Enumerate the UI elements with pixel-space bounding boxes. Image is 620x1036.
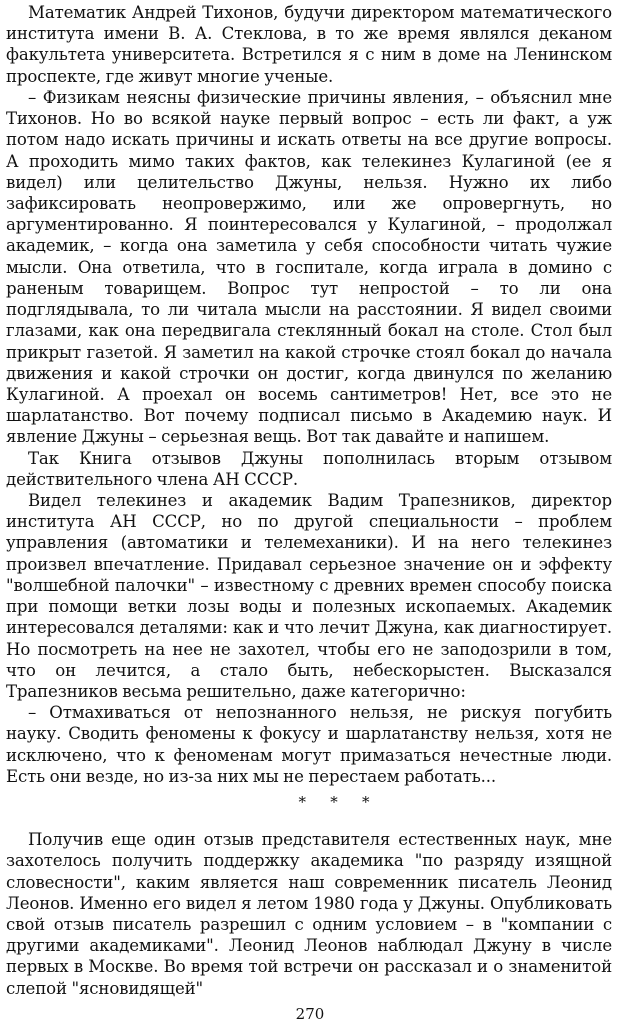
page-number: 270 [295, 1005, 325, 1023]
paragraph-trapeznikov-quote: – Отмахиваться от непознанного нельзя, не рискуя погубить науку. Сводить феномены к фокусу и шарлатанству нельзя, хотя не исключено, что к феноменам могут примазаться нечестные люди. Есть они везде, но из-за них мы не перестаем работать... [6, 703, 612, 786]
paragraph-review-book: Так Книга отзывов Джуны пополнилась вторым отзывом действительного члена АН СССР. [6, 448, 612, 489]
paragraph-trapeznikov: Видел телекинез и академик Вадим Трапезников, директор института АН СССР, но по другой специальности – проблем управления (автоматики и телемеханики). И на него телекинез произвел впечатление. Придавал серьезное значение он и эффекту "волшебной палочки" – известному с древних времен способу поиска при помощи ветки лозы воды и полезных ископаемых. Академик интересовался деталями: как и что лечит Джуна, как диагностирует. Но посмотреть на нее не захотел, чтобы его не заподозрили в том, что он лечится, а стало быть, небескорыстен. Высказался Трапезников весьма решительно, даже категорично: [6, 491, 612, 701]
section-break: * * * [298, 793, 380, 812]
paragraph-tikhonov-intro: Математик Андрей Тихонов, будучи директором математического института имени В. А. Стеклова, в то же время являлся деканом факультета университета. Встретился я с ним в доме на Ленинском проспекте, где живут многие ученые. [6, 3, 612, 86]
page-body [6, 2, 612, 999]
paragraph-leonov: Получив еще один отзыв представителя естественных наук, мне захотелось получить поддержку академика "по разряду изящной словесности", каким является наш современник писатель Леонид Леонов. Именно его видел я летом 1980 года у Джуны. Опубликовать свой отзыв писатель разрешил с одним условием – в "компании с другими академиками". Леонид Леонов наблюдал Джуну в числе первых в Москве. Во время той встречи он рассказал и о знаменитой слепой "ясновидящей" [6, 830, 612, 998]
paragraph-tikhonov-quote: – Физикам неясны физические причины явления, – объяснил мне Тихонов. Но во всякой науке первый вопрос – есть ли факт, а уж потом надо искать причины и искать ответы на все другие вопросы. А проходить мимо таких фактов, как телекинез Кулагиной (ее я видел) или целительство Джуны, нельзя. Нужно их либо зафиксировать неопровержимо, или же опровергнуть, но аргументированно. Я поинтересовался у Кулагиной, – продолжал академик, – когда она заметила у себя способности читать чужие мысли. Она ответила, что в госпитале, когда играла в домино с раненым товарищем. Вопрос тут непростой – то ли она подглядывала, то ли читала мысли на расстоянии. Я видел своими глазами, как она передвигала стеклянный бокал на столе. Стол был прикрыт газетой. Я заметил на какой строчке стоял бокал до начала движения и какой строчки он достиг, когда двинулся по желанию Кулагиной. А проехал он восемь сантиметров! Нет, все это не шарлатанство. Вот почему подписал письмо в Академию наук. И явление Джуны – серьезная вещь. Вот так давайте и напишем. [6, 87, 612, 447]
